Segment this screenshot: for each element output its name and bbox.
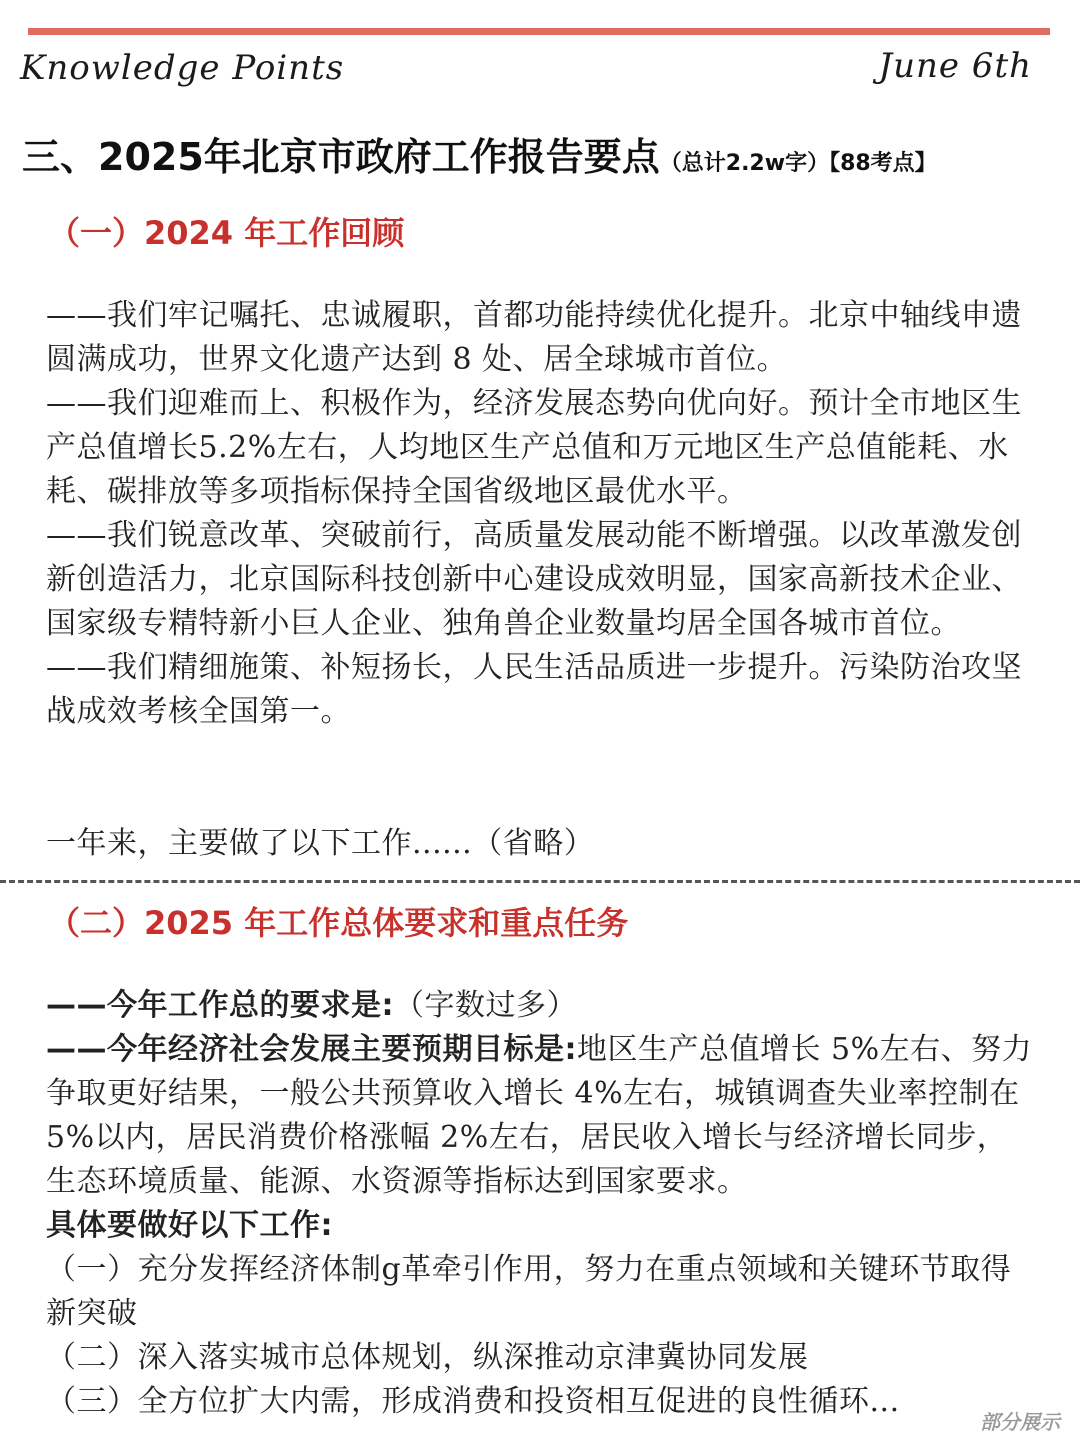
page-title-sub: （总计2.2w字）【88考点】 <box>659 151 937 176</box>
section1-heading: （一）2024 年工作回顾 <box>48 214 405 252</box>
page-title-main: 三、2025年北京市政府工作报告要点 <box>22 135 660 179</box>
section1-body <box>46 294 1036 734</box>
task-item: （二）深入落实城市总体规划，纵深推动京津冀协同发展 <box>46 1340 809 1375</box>
general-requirement-text: （字数过多） <box>394 988 577 1023</box>
review-paragraph: ——我们锐意改革、突破前行，高质量发展动能不断增强。以改革激发创新创造活力，北京国际科技创新中心建设成效明显，国家高新技术企业、国家级专精特新小巨人企业、独角兽企业数量均居全国各城市首位。 <box>46 518 1022 641</box>
general-requirement-label: ——今年工作总的要求是: <box>46 988 394 1023</box>
tasks-label: 具体要做好以下工作: <box>46 1208 333 1243</box>
dashed-divider <box>0 880 1080 883</box>
general-requirement <box>46 984 1036 1028</box>
page-title <box>22 126 937 181</box>
top-accent-bar <box>28 28 1050 35</box>
expected-targets-text: 地区生产总值增长 5%左右、努力争取更好结果，一般公共预算收入增长 4%左右，城镇调查失业率控制在 5%以内，居民消费价格涨幅 2%左右，居民收入增长与经济增长同步，生态环境质量、能源、水资源等指标达到国家要求。 <box>46 1032 1033 1199</box>
expected-targets <box>46 1028 1036 1204</box>
task-item: （一）充分发挥经济体制g革牵引作用，努力在重点领域和关键环节取得新突破 <box>46 1252 1012 1331</box>
section2-body <box>46 984 1036 1424</box>
review-paragraph: ——我们牢记嘱托、忠诚履职，首都功能持续优化提升。北京中轴线申遗圆满成功，世界文化遗产达到 8 处、居全球城市首位。 <box>46 298 1022 377</box>
section2-heading: （二）2025 年工作总体要求和重点任务 <box>48 904 629 942</box>
section1-summary: 一年来，主要做了以下工作......（省略） <box>46 826 595 861</box>
task-item: （三）全方位扩大内需，形成消费和投资相互促进的良性循环... <box>46 1384 900 1419</box>
header-knowledge-points: Knowledge Points <box>20 48 345 88</box>
review-paragraph: ——我们迎难而上、积极作为，经济发展态势向优向好。预计全市地区生产总值增长5.2%左右，人均地区生产总值和万元地区生产总值能耗、水耗、碳排放等多项指标保持全国省级地区最优水平。 <box>46 386 1022 509</box>
partial-display-watermark: 部分展示 <box>980 1410 1060 1434</box>
review-paragraph: ——我们精细施策、补短扬长，人民生活品质进一步提升。污染防治攻坚战成效考核全国第一。 <box>46 650 1022 729</box>
header-date: June 6th <box>878 46 1032 86</box>
expected-targets-label: ——今年经济社会发展主要预期目标是: <box>46 1032 577 1067</box>
